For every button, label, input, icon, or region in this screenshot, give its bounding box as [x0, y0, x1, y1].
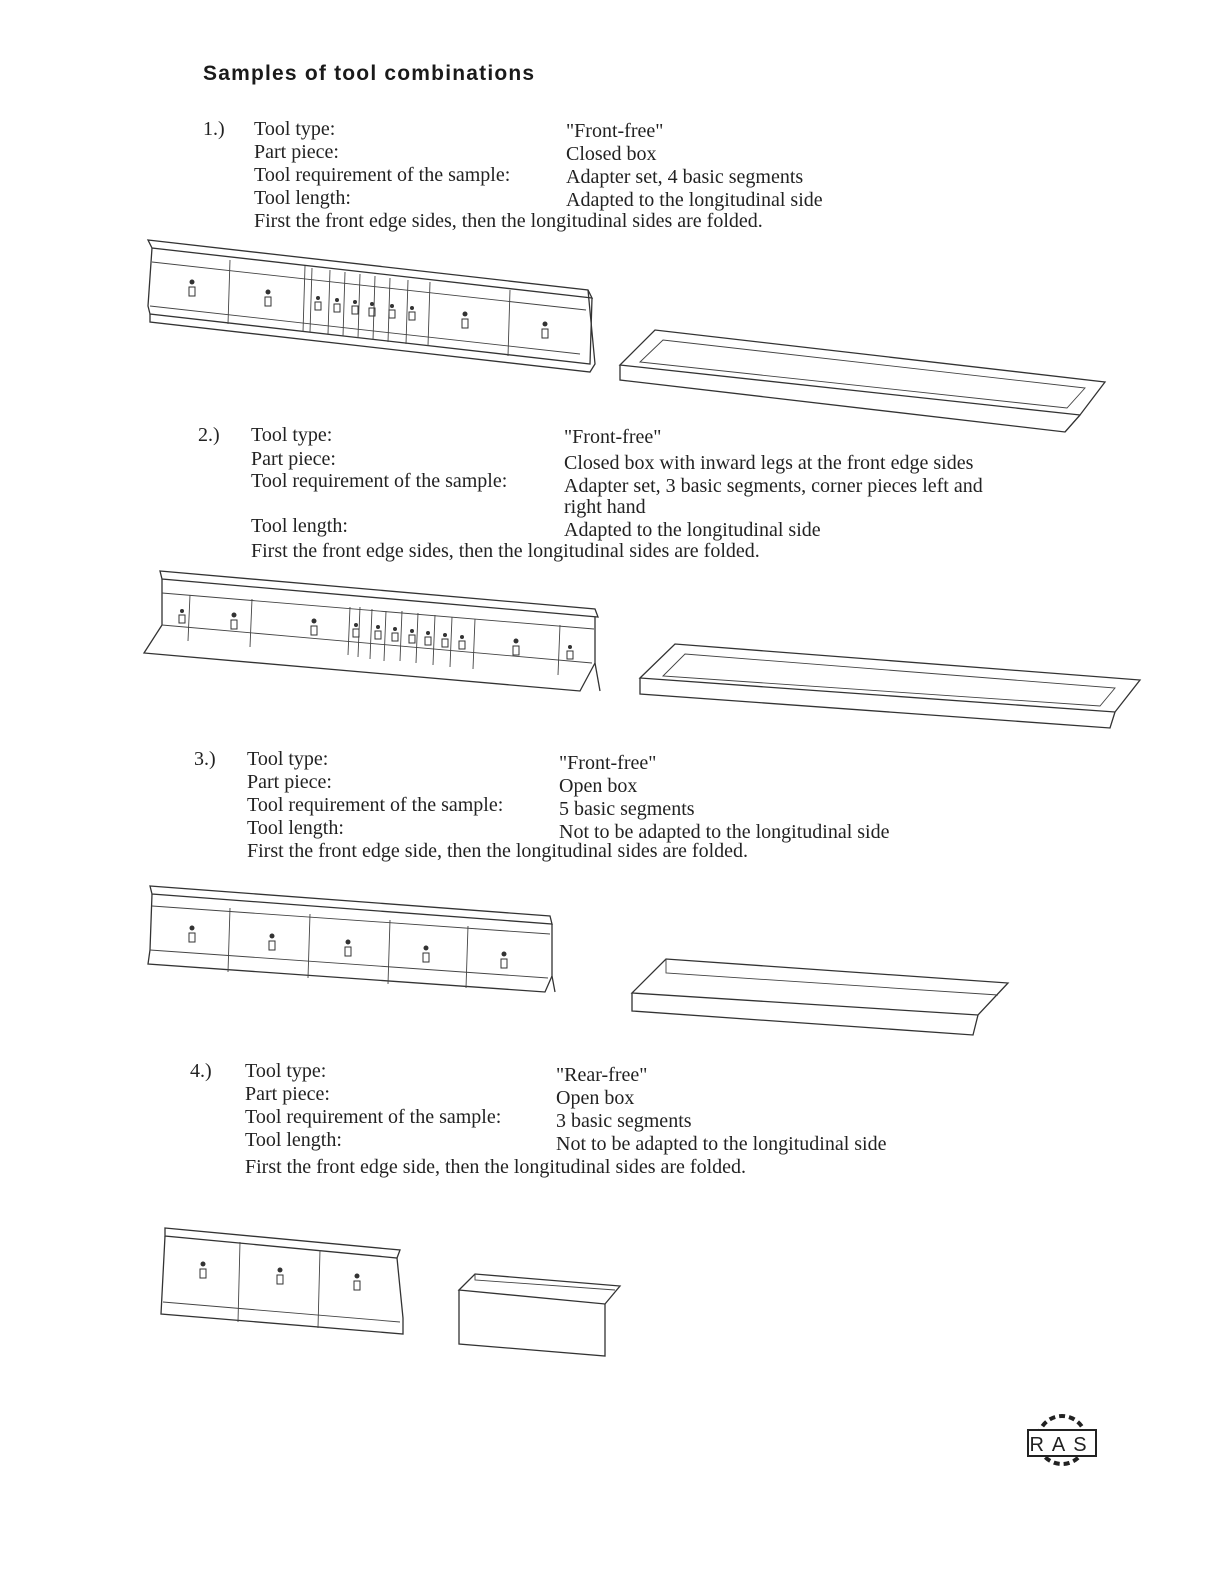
sample-number: 3.)	[194, 748, 216, 770]
tool-drawing-4	[155, 1222, 415, 1337]
tool-drawing-3	[140, 880, 570, 1010]
tool-requirement-continued: right hand	[564, 496, 646, 518]
bolt-icon	[200, 1262, 206, 1279]
tool-length-label: Tool length:	[251, 515, 348, 537]
tool-length-value: Not to be adapted to the longitudinal side	[559, 821, 890, 843]
sample-2	[198, 424, 1078, 569]
part-piece-value: Open box	[559, 775, 638, 797]
sample-1	[203, 118, 1063, 238]
part-piece-label: Part piece:	[251, 448, 336, 470]
tool-drawing-1	[140, 232, 610, 382]
tool-requirement-value: Adapter set, 4 basic segments	[566, 166, 804, 188]
tool-type-label: Tool type:	[247, 748, 329, 770]
bolt-icon	[345, 940, 351, 957]
tool-drawing-2	[140, 565, 610, 695]
bolt-icon	[269, 934, 275, 951]
bolt-icon	[277, 1268, 283, 1285]
bolt-icon	[542, 322, 548, 339]
bolt-icon	[352, 300, 358, 314]
page-title: Samples of tool combinations	[203, 62, 536, 85]
bolt-icon	[179, 609, 185, 623]
bolt-icon	[392, 627, 398, 641]
bolt-icon	[311, 619, 317, 636]
tool-length-label: Tool length:	[254, 187, 351, 209]
sample-number: 4.)	[190, 1060, 212, 1082]
tool-type-label: Tool type:	[251, 424, 333, 446]
tool-length-value: Adapted to the longitudinal side	[566, 189, 823, 211]
bolt-icon	[442, 633, 448, 647]
part-piece-label: Part piece:	[245, 1083, 330, 1105]
bolt-icon	[189, 926, 195, 943]
tool-requirement-value: 3 basic segments	[556, 1110, 692, 1132]
box-drawing-1	[615, 320, 1110, 440]
box-drawing-3	[628, 955, 1013, 1040]
tool-requirement-label: Tool requirement of the sample:	[245, 1106, 502, 1128]
sample-number: 2.)	[198, 424, 220, 446]
sample-4	[190, 1060, 950, 1180]
tool-requirement-label: Tool requirement of the sample:	[251, 470, 508, 492]
bolt-icon	[354, 1274, 360, 1291]
bolt-icon	[513, 639, 519, 656]
tool-requirement-label: Tool requirement of the sample:	[247, 794, 504, 816]
tool-length-label: Tool length:	[247, 817, 344, 839]
tool-type-value: "Front-free"	[559, 752, 657, 774]
bolt-icon	[375, 625, 381, 639]
tool-requirement-value: 5 basic segments	[559, 798, 695, 820]
part-piece-label: Part piece:	[254, 141, 339, 163]
folding-note: First the front edge side, then the longitudinal sides are folded.	[245, 1156, 746, 1178]
bolt-icon	[459, 635, 465, 649]
bolt-icon	[265, 290, 271, 307]
logo-text: RAS	[1029, 1434, 1095, 1456]
bolt-icon	[409, 629, 415, 643]
bolt-icon	[423, 946, 429, 963]
bolt-icon	[189, 280, 195, 297]
bolt-icon	[462, 312, 468, 329]
part-piece-value: Open box	[556, 1087, 635, 1109]
ras-logo	[1024, 1410, 1100, 1472]
tool-type-value: "Front-free"	[566, 120, 664, 142]
bolt-icon	[231, 613, 237, 630]
tool-type-label: Tool type:	[254, 118, 336, 140]
bolt-icon	[334, 298, 340, 312]
part-piece-value: Closed box	[566, 143, 657, 165]
tool-requirement-label: Tool requirement of the sample:	[254, 164, 511, 186]
tool-type-value: "Rear-free"	[556, 1064, 648, 1086]
part-piece-label: Part piece:	[247, 771, 332, 793]
folding-note: First the front edge sides, then the longitudinal sides are folded.	[254, 210, 763, 232]
bolt-icon	[567, 645, 573, 659]
sample-number: 1.)	[203, 118, 225, 140]
box-drawing-4	[455, 1270, 625, 1360]
box-drawing-2	[635, 640, 1145, 740]
bolt-icon	[409, 306, 415, 320]
bolt-icon	[501, 952, 507, 969]
tool-length-value: Adapted to the longitudinal side	[564, 519, 821, 541]
tool-length-label: Tool length:	[245, 1129, 342, 1151]
tool-requirement-value: Adapter set, 3 basic segments, corner pieces left and	[564, 475, 983, 497]
folding-note: First the front edge side, then the longitudinal sides are folded.	[247, 840, 748, 862]
tool-type-value: "Front-free"	[564, 426, 662, 448]
part-piece-value: Closed box with inward legs at the front edge sides	[564, 452, 974, 474]
sample-3	[194, 748, 974, 868]
bolt-icon	[425, 631, 431, 645]
bolt-icon	[389, 304, 395, 318]
tool-type-label: Tool type:	[245, 1060, 327, 1082]
folding-note: First the front edge sides, then the longitudinal sides are folded.	[251, 540, 760, 562]
bolt-icon	[353, 623, 359, 637]
tool-length-value: Not to be adapted to the longitudinal side	[556, 1133, 887, 1155]
bolt-icon	[315, 296, 321, 310]
